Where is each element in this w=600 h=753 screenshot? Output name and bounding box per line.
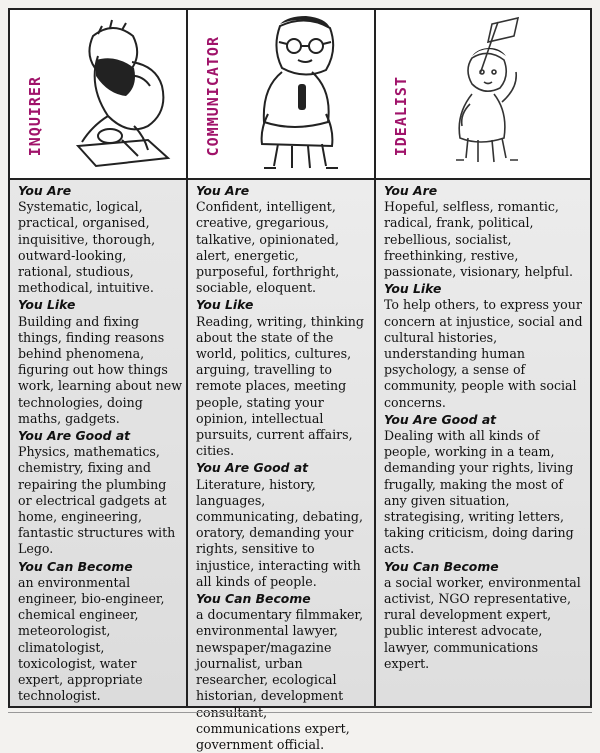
section-title: You Like <box>384 281 442 297</box>
section-title: You Like <box>196 297 254 313</box>
section-text: Building and fixing things, finding reasons behind phenomena, figuring out how things work, learning about new technologies, doing maths, gadgets. <box>18 313 183 426</box>
section-title: You Can Become <box>18 558 133 574</box>
section-text: Dealing with all kinds of people, working in a team, demanding your rights, living frugally, making the most of any given situation, strategising, writing letters, taking criticism, doing daring acts. <box>384 428 574 557</box>
man-with-microphone-icon <box>222 14 372 176</box>
column-body <box>376 180 590 706</box>
section-text: Physics, mathematics, chemistry, fixing and repairing the plumbing or electrical gadgets at home, engineering, fantastic structures with Lego. <box>18 444 176 557</box>
section-title: You Are <box>18 183 72 198</box>
column-label: INQUIRER <box>26 75 44 156</box>
section-text: Literature, history, languages, communicating, debating, oratory, demanding your rights, sensitive to injustice, interacting with all kinds of people. <box>196 476 363 589</box>
section-title: You Are <box>384 183 438 198</box>
section-text: Hopeful, selfless, romantic, radical, frank, political, rebellious, socialist, freethinking, restive, passionate, visionary, helpful. <box>384 199 574 280</box>
section-title: You Are Good at <box>18 428 131 444</box>
column-communicator <box>188 10 376 752</box>
section-title: You Are <box>196 183 250 198</box>
column-body <box>10 180 186 706</box>
column-idealist <box>376 10 590 706</box>
section-text: Reading, writing, thinking about the state of the world, politics, cultures, arguing, travelling to remote places, meeting people, stating your opinion, intellectual pursuits, current affairs, cities. <box>196 313 364 459</box>
child-with-flag-icon <box>420 14 580 176</box>
personality-chart <box>8 8 592 752</box>
column-header <box>376 10 590 180</box>
column-inquirer <box>10 10 188 706</box>
section-text: a social worker, environmental activist, NGO representative, rural development expert, public interest advocate, lawyer, communications expert. <box>384 574 581 671</box>
section-text: a documentary filmmaker, environmental lawyer, newspaper/magazine journalist, urban researcher, ecological historian, development consultant, communications expert, government official. <box>196 607 364 752</box>
column-label: IDEALIST <box>392 75 410 156</box>
section-title: You Can Become <box>196 591 311 607</box>
bottom-divider <box>8 712 592 713</box>
column-body <box>188 180 374 752</box>
section-title: You Can Become <box>384 558 499 574</box>
column-header <box>10 10 186 180</box>
column-header <box>188 10 374 180</box>
child-drawing-icon <box>38 16 188 176</box>
section-text: Systematic, logical, practical, organised, inquisitive, thorough, outward-looking, rational, studious, methodical, intuitive. <box>18 199 156 296</box>
section-title: You Are Good at <box>196 460 309 476</box>
section-title: You Like <box>18 297 76 313</box>
column-label: COMMUNICATOR <box>204 35 222 156</box>
section-text: an environmental engineer, bio-engineer, chemical engineer, meteorologist, climatologist, toxicologist, water expert, appropriate technologist. <box>18 574 165 704</box>
section-text: Confident, intelligent, creative, gregarious, talkative, opinionated, alert, energetic, purposeful, forthright, sociable, eloquent. <box>196 199 340 296</box>
section-title: You Are Good at <box>384 411 497 427</box>
section-text: To help others, to express your concern at injustice, social and cultural histories, understanding human psychology, a sense of community, people with social concerns. <box>384 297 583 410</box>
